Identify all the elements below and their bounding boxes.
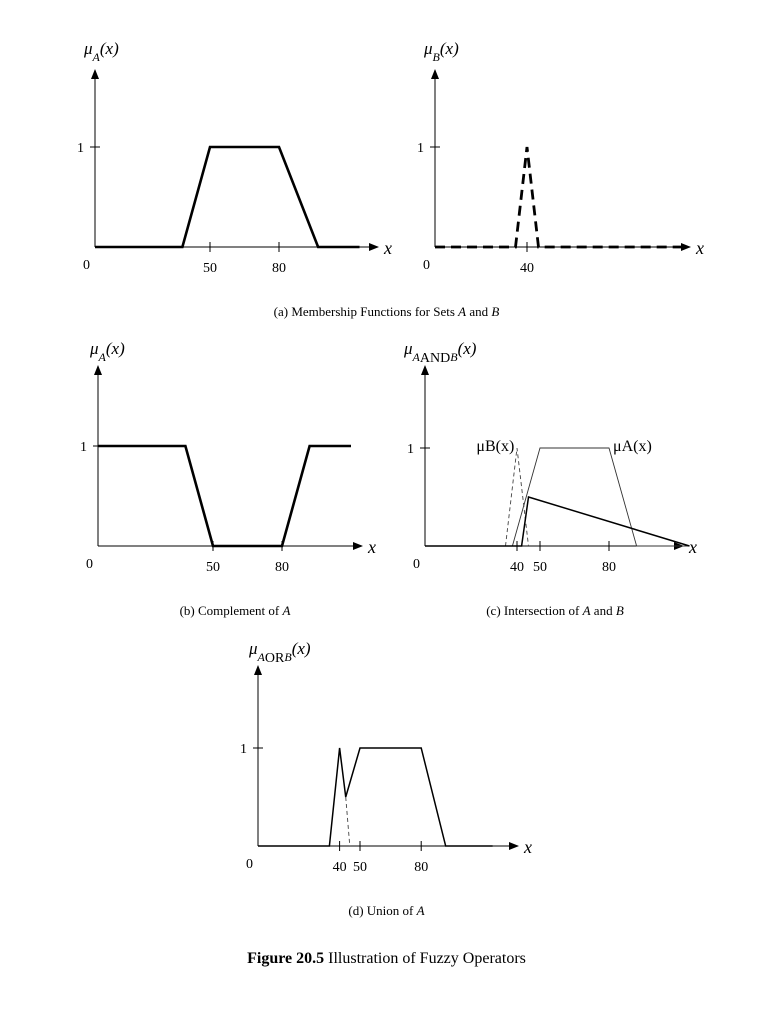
x-tick-label-80-c: 80 bbox=[602, 560, 616, 575]
x-tick-label-40-c: 40 bbox=[510, 560, 524, 575]
caption-a: (a) Membership Functions for Sets A and B bbox=[273, 304, 500, 319]
y-axis-label-d: $\mu_{AORB}(x)$ bbox=[249, 639, 311, 666]
figure-title-text: Illustration of Fuzzy Operators bbox=[328, 950, 526, 967]
x-tick-label-50-c: 50 bbox=[533, 560, 547, 575]
x-tick-label-40-a-right: 40 bbox=[520, 261, 534, 276]
y-tick-label-1-a-right: 1 bbox=[417, 141, 424, 156]
series-a-or-b-d bbox=[258, 748, 493, 846]
annotation-muB-c: μB(x) bbox=[476, 438, 515, 455]
series-not-a-b bbox=[98, 446, 351, 546]
origin-label-a-right: 0 bbox=[423, 258, 430, 273]
series--a-c bbox=[425, 448, 690, 546]
series--a-a-left bbox=[95, 147, 360, 247]
y-axis-label-b: $\mu_A(x)$ bbox=[90, 339, 125, 364]
x-axis-label-c: x bbox=[689, 537, 697, 557]
y-tick-label-1-d: 1 bbox=[240, 742, 247, 757]
origin-label-b: 0 bbox=[86, 557, 93, 572]
origin-label-a-left: 0 bbox=[83, 258, 90, 273]
x-tick-label-80-b: 80 bbox=[275, 560, 289, 575]
x-axis-label-b: x bbox=[368, 537, 376, 557]
y-axis-label-a-right: $\mu_B(x)$ bbox=[424, 39, 459, 64]
x-tick-label-80-a-left: 80 bbox=[272, 261, 286, 276]
y-tick-label-1-b: 1 bbox=[80, 440, 87, 455]
series--b-a-right bbox=[435, 147, 688, 247]
x-tick-label-40-d: 40 bbox=[332, 860, 347, 875]
x-axis-label-a-left: x bbox=[384, 238, 392, 258]
origin-label-c: 0 bbox=[413, 557, 420, 572]
plot-b bbox=[60, 330, 380, 590]
y-tick-label-1-c: 1 bbox=[407, 442, 414, 457]
y-tick-label-1-a-left: 1 bbox=[77, 141, 84, 156]
x-tick-label-50-d: 50 bbox=[353, 860, 367, 875]
plot-a-right bbox=[400, 30, 720, 310]
x-tick-label-50-a-left: 50 bbox=[203, 261, 217, 276]
caption-b: (b) Complement of A bbox=[179, 603, 291, 618]
x-axis-label-a-right: x bbox=[696, 238, 704, 258]
figure-title bbox=[0, 950, 773, 968]
x-axis-label-d: x bbox=[524, 837, 532, 857]
origin-label-d: 0 bbox=[246, 857, 253, 872]
caption-c: (c) Intersection of A and B bbox=[486, 603, 624, 618]
y-axis-label-a-left: $\mu_A(x)$ bbox=[84, 39, 119, 64]
annotation-muA-c: μA(x) bbox=[613, 438, 652, 455]
figure-label: Figure 20.5 bbox=[247, 950, 325, 967]
plot-d bbox=[225, 630, 545, 890]
plot-a-left bbox=[60, 30, 392, 310]
caption-d: (d) Union of A bbox=[348, 903, 425, 918]
series-a-and-b-c bbox=[425, 497, 690, 546]
x-tick-label-50-b: 50 bbox=[206, 560, 220, 575]
series--b-tail-d bbox=[346, 797, 350, 846]
y-axis-label-c: $\mu_{AANDB}(x)$ bbox=[404, 339, 477, 366]
x-tick-label-80-d: 80 bbox=[414, 860, 429, 875]
plot-c bbox=[390, 330, 710, 590]
